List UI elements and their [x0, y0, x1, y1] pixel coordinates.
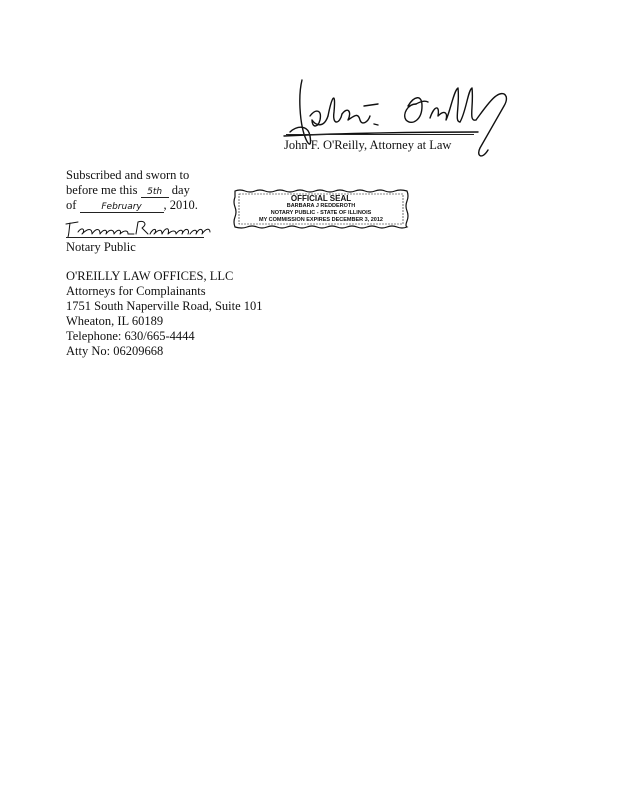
- firm-address: 1751 South Naperville Road, Suite 101: [66, 299, 263, 313]
- seal-notary-state: NOTARY PUBLIC - STATE OF ILLINOIS: [270, 210, 372, 216]
- jurat-line-2-prefix: before me this: [66, 183, 138, 197]
- jurat-line-2: [66, 183, 190, 198]
- firm-role: Attorneys for Complainants: [66, 284, 206, 298]
- month-blank: February: [80, 202, 164, 213]
- day-blank: 5th: [141, 187, 169, 198]
- jurat-line-3: [66, 198, 198, 213]
- jurat-line-2-suffix: day: [171, 183, 190, 197]
- firm-city: Wheaton, IL 60189: [66, 314, 164, 328]
- official-notary-seal: [232, 188, 410, 230]
- jurat-line-1: Subscribed and sworn to: [66, 168, 190, 182]
- firm-phone: Telephone: 630/665-4444: [66, 329, 195, 343]
- firm-atty-no: Atty No: 06209668: [66, 344, 164, 358]
- notary-signature-line: [66, 237, 204, 238]
- seal-commission-expiry: MY COMMISSION EXPIRES DECEMBER 3, 2012: [259, 217, 383, 223]
- seal-title: OFFICIAL SEAL: [290, 194, 352, 203]
- jurat-line-3-suffix: , 2010.: [163, 198, 198, 212]
- seal-notary-name: BARBARA J REDDEROTH: [286, 203, 356, 209]
- notary-public-label: Notary Public: [66, 240, 136, 254]
- attorney-signature-line: [286, 134, 474, 135]
- firm-name: O'REILLY LAW OFFICES, LLC: [66, 269, 234, 283]
- attorney-name-line: John F. O'Reilly, Attorney at Law: [284, 138, 452, 152]
- jurat-line-3-prefix: of: [66, 198, 77, 212]
